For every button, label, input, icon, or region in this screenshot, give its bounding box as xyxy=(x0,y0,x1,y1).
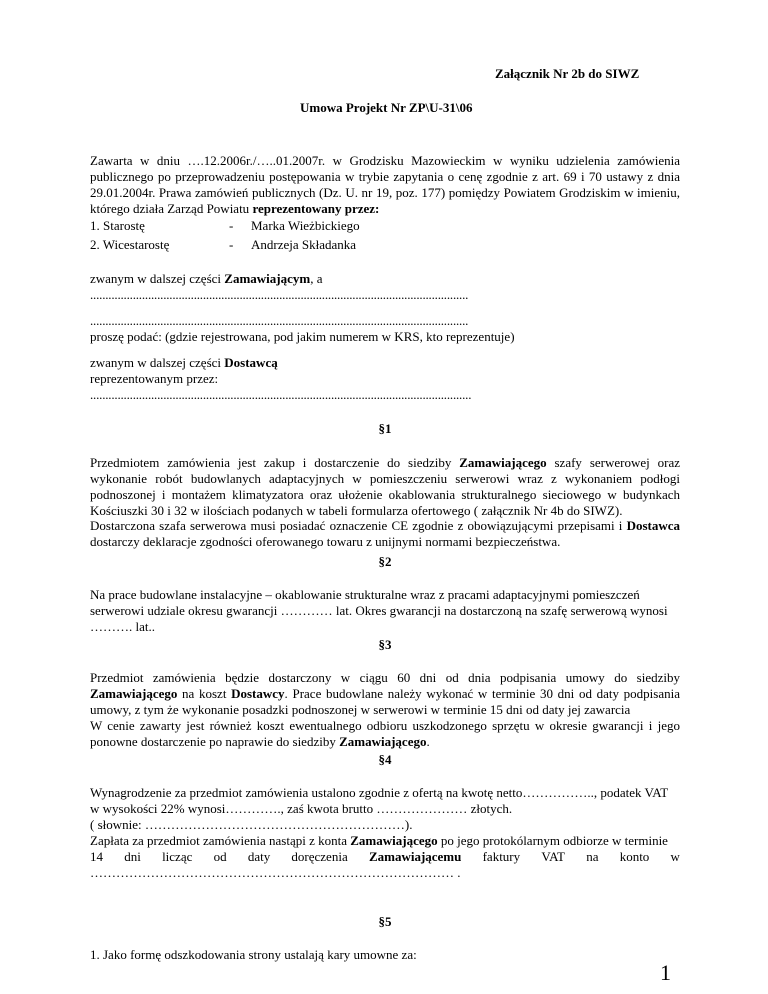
section-heading: §3 xyxy=(378,637,392,652)
document-title: Umowa Projekt Nr ZP\U-31\06 xyxy=(300,100,473,115)
section-3-paragraph: Przedmiot zamówienia będzie dostarczony w ciągu 60 dni od dnia podpisania umowy do siedziby Zamawiającego na koszt Dostawcy. Prace budowlane należy wykonać w terminie 30 dni od daty podpisania umowy, z tym że wykonanie posadzki podnoszonej w serwerowi w terminie 15 dni od daty jej zawarcia xyxy=(90,670,680,717)
section-4-line: Zapłata za przedmiot zamówienia nastąpi z konta Zamawiającego po jego protokólarnym odbiorze w terminie xyxy=(90,833,668,848)
ordering-party-line: zwanym w dalszej części Zamawiającym, a xyxy=(90,271,323,286)
fill-in-line: ............................................................................................................................ xyxy=(90,313,469,328)
section-4-line: w wysokości 22% wynosi…………., zaś kwota brutto ………………… złotych. xyxy=(90,801,513,816)
section-1-paragraph: Przedmiotem zamówienia jest zakup i dostarczenie do siedziby Zamawiającego szafy serwerowej oraz wykonanie robót budowlanych adaptacyjnych w pomieszczeniu serwerowi wraz z wykonaniem podłogi podnoszonej i montażem klimatyzatora oraz ułożenie okablowania strukturalnego sieciowego w budynkach Kościuszki 30 i 32 w ilościach podanych w tabeli formularza ofertowego ( załącznik Nr 4b do SIWZ). xyxy=(90,455,680,518)
section-4-line: ………………………………………………………………………… . xyxy=(90,865,461,880)
represented-by: reprezentowanym przez: xyxy=(90,371,219,386)
section-heading: §4 xyxy=(378,752,392,767)
annex-label: Załącznik Nr 2b do SIWZ xyxy=(495,66,640,81)
page-number: 1 xyxy=(660,960,671,985)
intro-paragraph: Zawarta w dniu ….12.2006r./…..01.2007r. w Grodzisku Mazowieckim w wyniku udzielenia zamówienia publicznego po przeprowadzeniu postępowania w trybie zapytania o cenę zgodnie z art. 69 i 70 ustawy z dnia 29.01.2004r. Prawa zamówień publicznych (Dz. U. nr 19, poz. 177) pomiędzy Powiatem Grodziskim w imieniu, którego działa Zarząd Powiatu reprezentowany przez: xyxy=(90,153,680,216)
section-3-paragraph: W cenie zawarty jest również koszt ewentualnego odbioru uszkodzonego sprzętu w okresie gwarancji i jego ponowne dostarczenie po naprawie do siedziby Zamawiającego. xyxy=(90,718,680,749)
representative-row: 2. Wicestarostę - Andrzeja Składanka xyxy=(90,237,357,252)
fill-in-line: ............................................................................................................................. xyxy=(90,387,472,402)
section-heading: §1 xyxy=(378,421,392,436)
section-4-line: 14 dni licząc od daty doręczenia Zamawiającemu faktury VAT na konto w xyxy=(90,849,680,864)
fill-in-line: ............................................................................................................................ xyxy=(90,287,469,302)
section-1-paragraph: Dostarczona szafa serwerowa musi posiadać oznaczenie CE zgodnie z obowiązującymi przepisami i Dostawca dostarczy deklaracje zgodności oferowanego towaru z unijnymi normami bezpieczeństwa. xyxy=(90,518,680,549)
section-heading: §2 xyxy=(378,554,392,569)
section-2-paragraph: Na prace budowlane instalacyjne – okablowanie strukturalne wraz z pracami adaptacyjnymi pomieszczeń serwerowi udziale okresu gwarancji ………… lat. Okres gwarancji na dostarczoną na szafę serwerową wynosi ………. lat.. xyxy=(90,587,668,634)
representative-row: 1. Starostę - Marka Wieżbickiego xyxy=(90,218,360,233)
section-5-item: 1. Jako formę odszkodowania strony ustalają kary umowne za: xyxy=(90,947,417,962)
section-4-line: ( słownie: ……………………………………………………). xyxy=(90,817,413,832)
section-heading: §5 xyxy=(378,914,392,929)
supplier-line: zwanym w dalszej części Dostawcą xyxy=(90,355,278,370)
supplier-note: proszę podać: (gdzie rejestrowana, pod jakim numerem w KRS, kto reprezentuje) xyxy=(90,329,515,344)
section-4-line: Wynagrodzenie za przedmiot zamówienia ustalono zgodnie z ofertą na kwotę netto…………….., podatek VAT xyxy=(90,785,669,800)
